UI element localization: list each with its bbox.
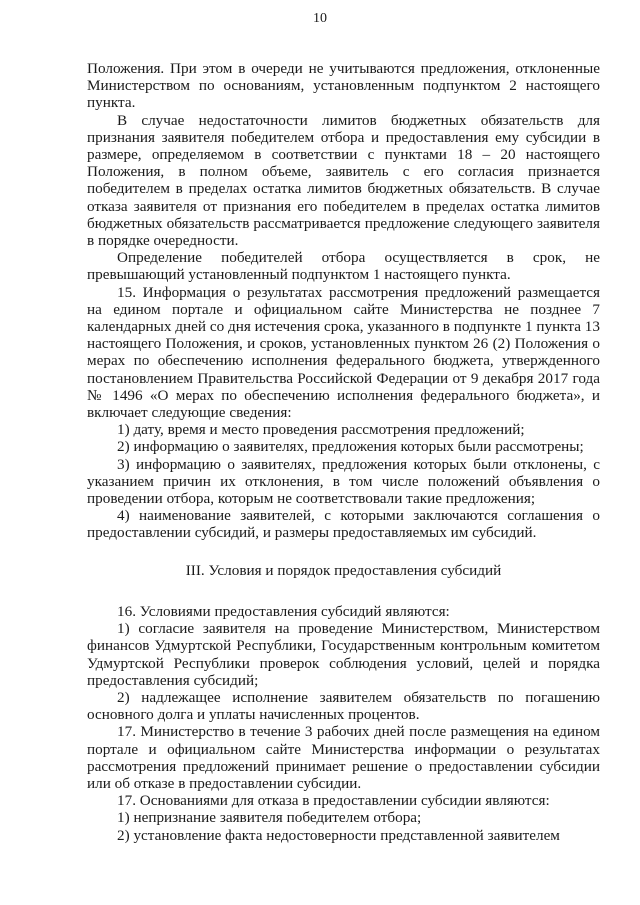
list-item: 1) согласие заявителя на проведение Министерством, Министерством финансов Удмуртской Республики, Государственным контрольным комитетом Удмуртской Республики проверок соблюдения условий, целей и порядка предоставления субсидий; (87, 620, 600, 689)
list-item: 2) надлежащее исполнение заявителем обязательств по погашению основного долга и уплаты начисленных процентов. (87, 688, 600, 724)
list-item: 2) информацию о заявителях, предложения которых были рассмотрены; (117, 438, 584, 456)
paragraph: В случае недостаточности лимитов бюджетных обязательств для признания заявителя победителем отбора и предоставления ему субсидии в размере, определяемом в соответствии с пунктами 18 – 20 настоящего Положения, в полном объеме, заявитель с его согласия признается победителем в пределах остатка лимитов бюджетных обязательств. В случае отказа заявителя от признания его победителем в пределах остатка лимитов бюджетных обязательств рассматривается предложение следующего заявителя в порядке очередности. (87, 111, 600, 250)
paragraph: 17. Основаниями для отказа в предоставлении субсидии являются: (117, 792, 550, 810)
document-body (87, 60, 600, 844)
paragraph: Положения. При этом в очереди не учитываются предложения, отклоненные Министерством по основаниям, установленным подпунктом 2 настоящего пункта. (87, 60, 600, 112)
paragraph: 17. Министерство в течение 3 рабочих дней после размещения на едином портале и официальном сайте Министерства информации о результатах рассмотрения предложений принимает решение о предоставлении субсидии или об отказе в предоставлении субсидии. (87, 723, 600, 792)
list-item: 1) непризнание заявителя победителем отбора; (117, 809, 422, 827)
page-number: 10 (313, 11, 327, 26)
paragraph: Определение победителей отбора осуществляется в срок, не превышающий установленный подпунктом 1 настоящего пункта. (87, 249, 600, 284)
paragraph: 15. Информация о результатах рассмотрения предложений размещается на едином портале и официальном сайте Министерства не позднее 7 календарных дней со дня истечения срока, указанного в подпункте 1 пункта 13 настоящего Положения, и сроков, установленных пунктом 26 (2) Положения о мерах по обеспечению исполнения федерального бюджета, утвержденного постановлением Правительства Российской Федерации от 9 декабря 2017 года № 1496 «О мерах по обеспечению исполнения федерального бюджета», и включает следующие сведения: (87, 283, 600, 422)
list-item: 3) информацию о заявителях, предложения которых были отклонены, с указанием причин их отклонения, в том числе положений объявления о проведении отбора, которым не соответствовали такие предложения; (87, 455, 600, 508)
paragraph: 16. Условиями предоставления субсидий являются: (117, 602, 450, 620)
list-item: 1) дату, время и место проведения рассмотрения предложений; (117, 421, 525, 439)
list-item: 4) наименование заявителей, с которыми заключаются соглашения о предоставлении субсидий, и размеры предоставляемых им субсидий. (87, 507, 600, 542)
section-heading: III. Условия и порядок предоставления субсидий (185, 561, 502, 579)
list-item: 2) установление факта недостоверности представленной заявителем (117, 826, 560, 844)
